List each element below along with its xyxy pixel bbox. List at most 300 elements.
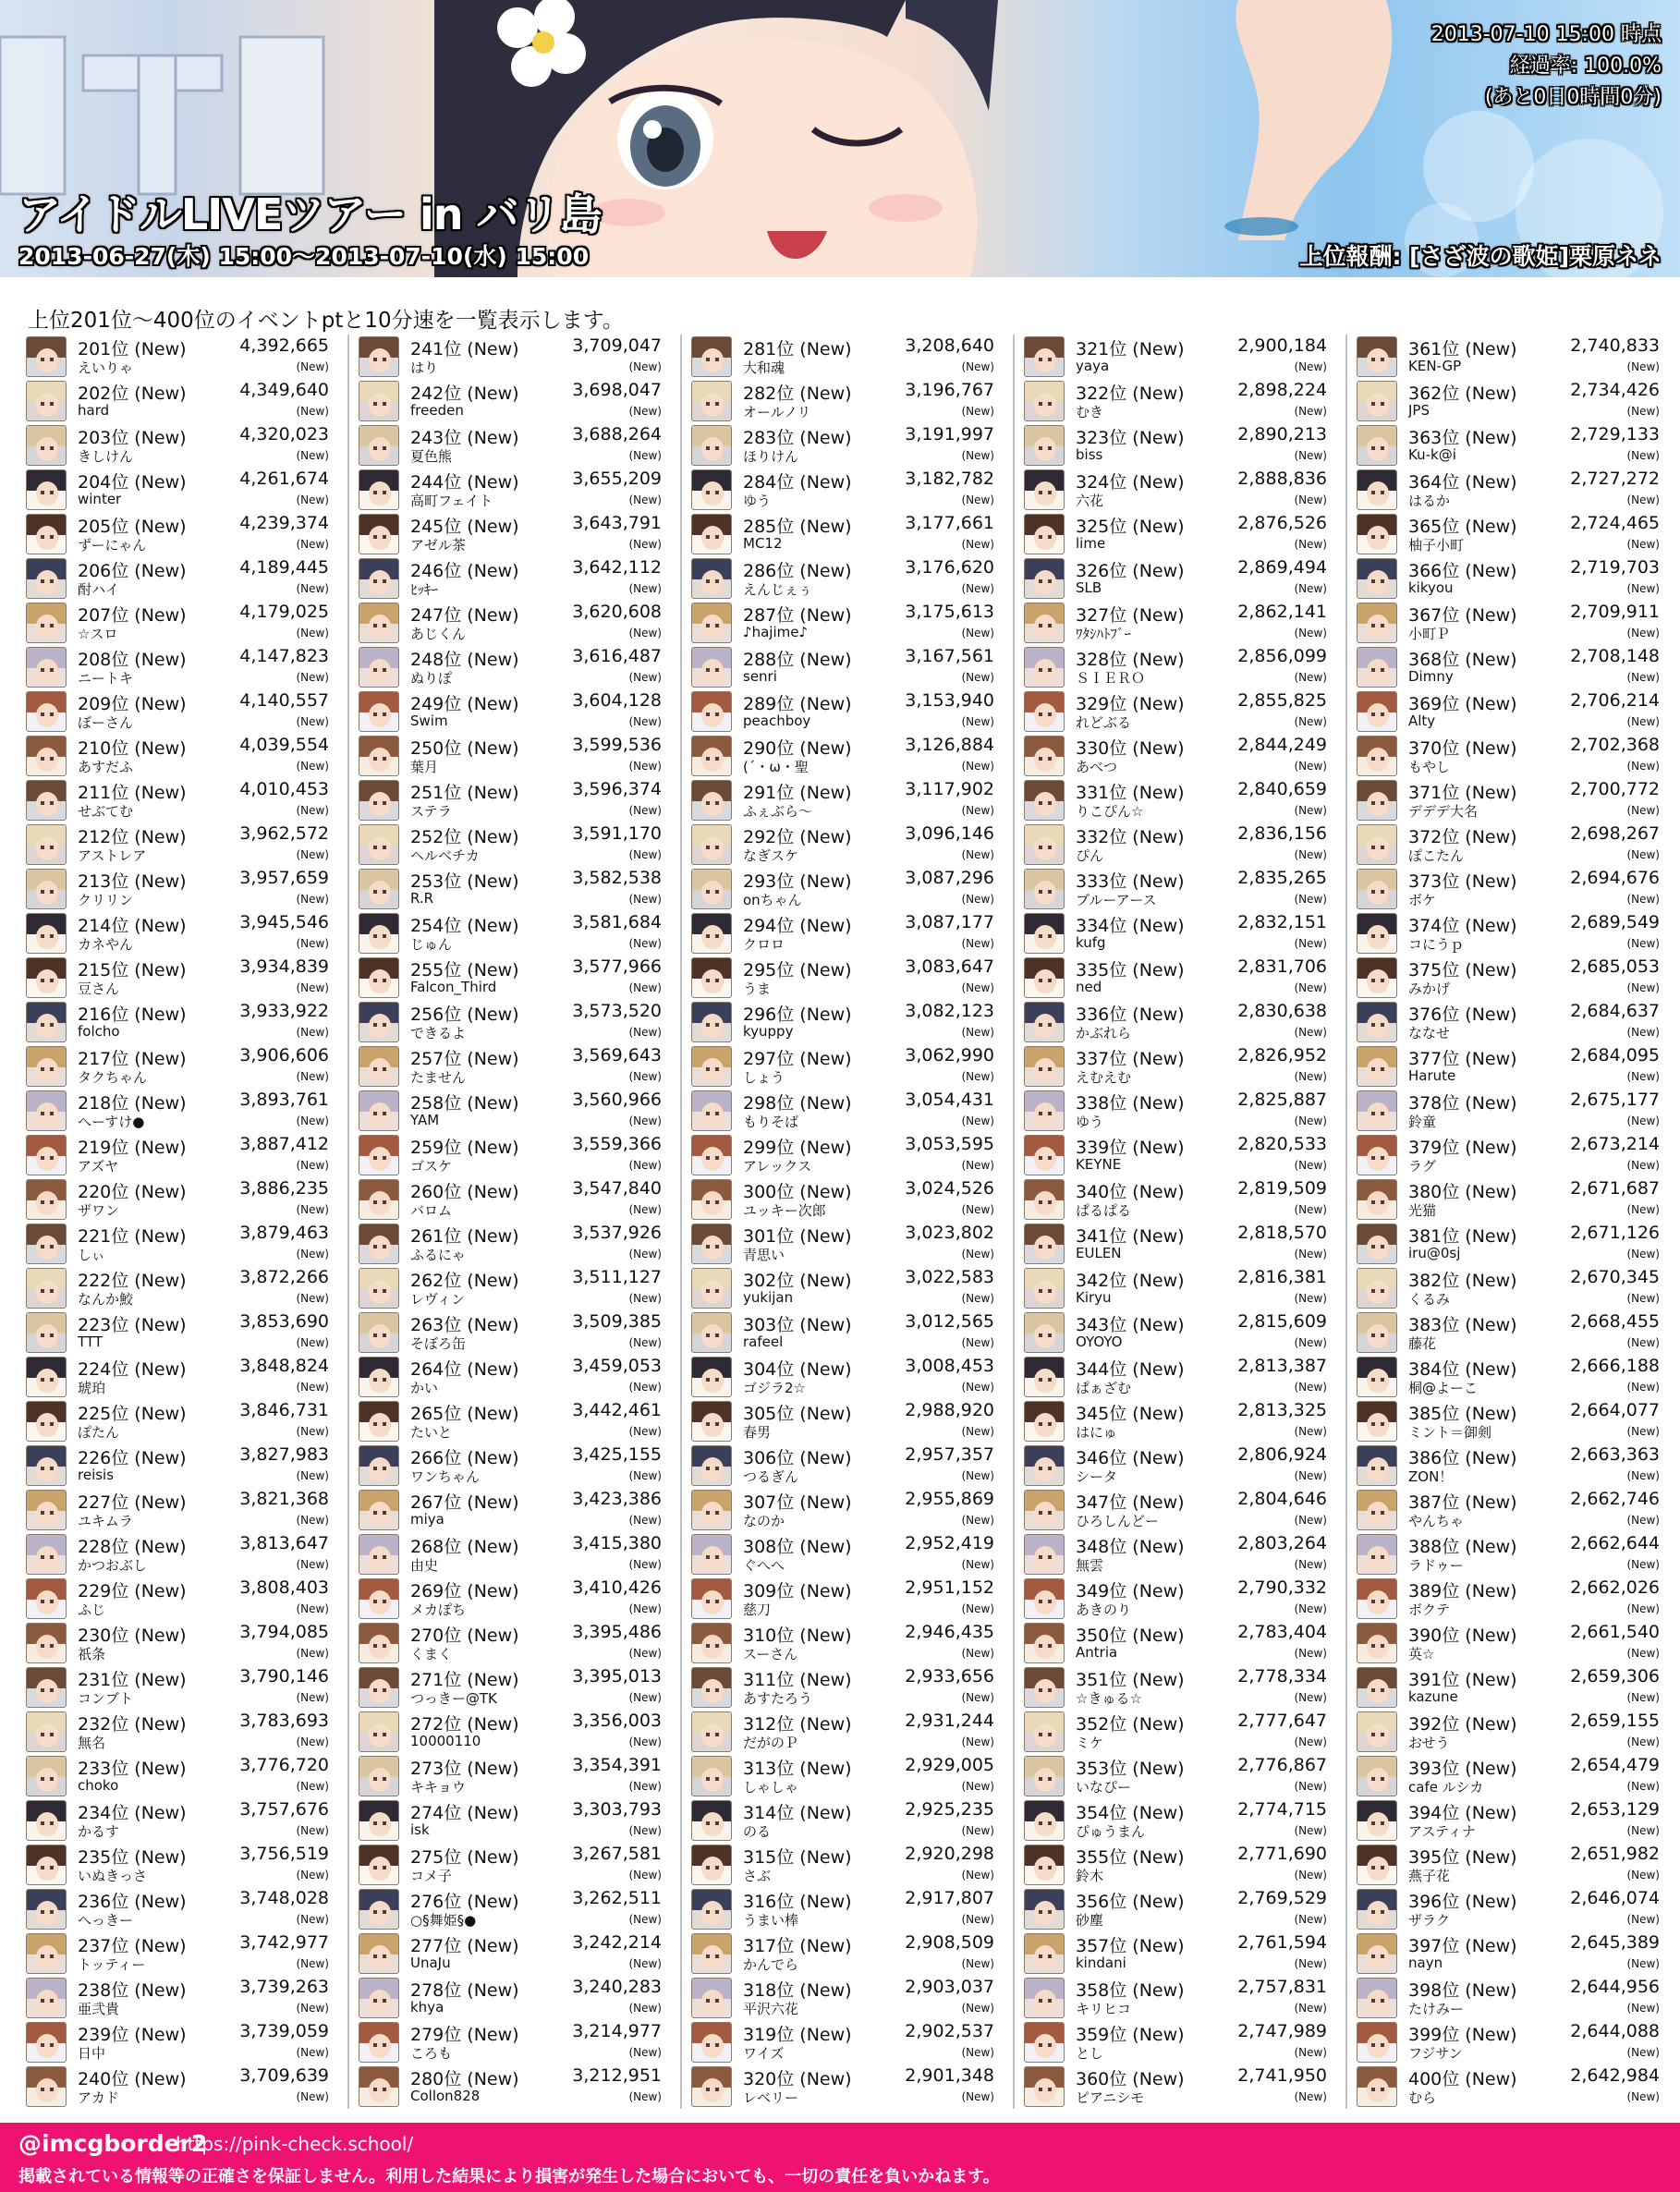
ten-minute-speed: (New)	[296, 360, 329, 373]
event-points: 4,189,445	[239, 557, 329, 578]
event-points: 2,925,235	[905, 1799, 994, 1820]
player-name: はにゅ	[1076, 1424, 1117, 1441]
ten-minute-speed: (New)	[1626, 1248, 1660, 1260]
ten-minute-speed: (New)	[1626, 627, 1660, 639]
idol-card-icon	[1357, 1090, 1397, 1131]
rank-label: 309位 (New)	[743, 1581, 852, 1601]
ranking-entry	[359, 1399, 665, 1443]
player-name: 日中	[78, 2045, 106, 2062]
ten-minute-speed: (New)	[628, 893, 662, 906]
player-name: アレックス	[743, 1158, 812, 1175]
event-points: 2,666,188	[1570, 1356, 1660, 1376]
idol-card-icon	[359, 558, 399, 599]
rank-label: 354位 (New)	[1076, 1803, 1185, 1823]
idol-card-icon	[1357, 1534, 1397, 1575]
rank-label: 311位 (New)	[743, 1670, 852, 1690]
ranking-entry	[26, 1222, 333, 1266]
ranking-entry	[691, 1665, 998, 1710]
rank-label: 291位 (New)	[743, 783, 852, 803]
ranking-entry	[26, 734, 333, 778]
ranking-entry	[1357, 1887, 1663, 1931]
idol-card-icon	[1357, 1445, 1397, 1486]
event-points: 2,769,529	[1237, 1888, 1327, 1908]
player-name: 葉月	[410, 759, 439, 775]
event-points: 2,644,956	[1570, 1977, 1660, 1997]
player-name: Swim	[410, 712, 448, 729]
event-points: 3,886,235	[239, 1178, 329, 1199]
event-points: 3,087,296	[905, 868, 994, 888]
ranking-entry	[691, 1310, 998, 1355]
ranking-entry	[359, 1355, 665, 1399]
rank-label: 352位 (New)	[1076, 1714, 1185, 1735]
event-points: 3,620,608	[572, 602, 662, 622]
idol-card-icon	[26, 1490, 67, 1530]
ten-minute-speed: (New)	[296, 1647, 329, 1660]
event-points: 2,804,646	[1237, 1489, 1327, 1509]
rank-label: 353位 (New)	[1076, 1759, 1185, 1779]
player-name: khya	[410, 1999, 444, 2015]
ten-minute-speed: (New)	[628, 2090, 662, 2103]
event-points: 2,951,152	[905, 1577, 994, 1598]
rank-label: 394位 (New)	[1408, 1803, 1517, 1823]
event-points: 3,126,884	[905, 735, 994, 755]
player-name: デデデ大名	[1408, 803, 1479, 820]
rank-label: 374位 (New)	[1408, 916, 1517, 936]
rank-label: 250位 (New)	[410, 738, 519, 759]
player-name: choko	[78, 1777, 119, 1794]
player-name: ラドゥー	[1408, 1557, 1464, 1574]
ranking-entry	[359, 1710, 665, 1754]
ranking-entry	[691, 822, 998, 867]
ten-minute-speed: (New)	[296, 1957, 329, 1970]
ten-minute-speed: (New)	[961, 2046, 994, 2059]
ranking-entry	[691, 2064, 998, 2109]
event-points: 2,831,706	[1237, 956, 1327, 977]
rank-label: 271位 (New)	[410, 1670, 519, 1690]
event-points: 2,840,659	[1237, 779, 1327, 799]
ranking-entry	[359, 601, 665, 645]
event-points: 3,054,431	[905, 1090, 994, 1110]
event-points: 3,356,003	[572, 1711, 662, 1731]
event-points: 2,642,984	[1570, 2065, 1660, 2086]
event-points: 2,668,455	[1570, 1311, 1660, 1332]
idol-card-icon	[691, 1224, 732, 1264]
ten-minute-speed: (New)	[296, 981, 329, 994]
idol-card-icon	[26, 1978, 67, 2018]
rank-label: 242位 (New)	[410, 384, 519, 404]
idol-card-icon	[1357, 1756, 1397, 1796]
ten-minute-speed: (New)	[1626, 360, 1660, 373]
event-points: 2,946,435	[905, 1622, 994, 1642]
ten-minute-speed: (New)	[296, 1026, 329, 1039]
ranking-entry	[691, 689, 998, 734]
ranking-entry	[691, 468, 998, 512]
player-name: あすたろう	[743, 1690, 813, 1707]
ranking-entry	[359, 1089, 665, 1133]
idol-card-icon	[1024, 957, 1065, 998]
rank-label: 340位 (New)	[1076, 1182, 1185, 1202]
event-points: 2,663,363	[1570, 1444, 1660, 1465]
player-name: しょう	[743, 1069, 785, 1086]
rank-label: 226位 (New)	[78, 1448, 187, 1468]
rank-label: 293位 (New)	[743, 871, 852, 892]
ranking-entry	[1357, 1843, 1663, 1887]
ranking-entry	[1357, 335, 1663, 379]
rank-label: 384位 (New)	[1408, 1359, 1517, 1380]
idol-card-icon	[26, 1845, 67, 1885]
event-points: 2,671,687	[1570, 1178, 1660, 1199]
event-points: 2,700,772	[1570, 779, 1660, 799]
ranking-entry	[359, 867, 665, 911]
rank-label: 369位 (New)	[1408, 694, 1517, 714]
ten-minute-speed: (New)	[961, 1336, 994, 1349]
ten-minute-speed: (New)	[1294, 1159, 1327, 1172]
player-name: レヴィン	[410, 1291, 466, 1308]
player-name: ラグ	[1408, 1158, 1437, 1175]
rank-label: 202位 (New)	[78, 384, 187, 404]
ten-minute-speed: (New)	[628, 1070, 662, 1083]
ten-minute-speed: (New)	[1626, 1114, 1660, 1127]
player-name: ななせ	[1408, 1025, 1451, 1041]
idol-card-icon	[1357, 1623, 1397, 1663]
player-name: lime	[1076, 535, 1106, 552]
ranking-entry	[1357, 1177, 1663, 1222]
rank-label: 383位 (New)	[1408, 1315, 1517, 1335]
player-name: kyuppy	[743, 1023, 794, 1040]
rank-label: 342位 (New)	[1076, 1271, 1185, 1291]
event-points: 3,547,840	[572, 1178, 662, 1199]
ten-minute-speed: (New)	[1294, 1425, 1327, 1438]
event-points: 2,920,298	[905, 1844, 994, 1864]
rank-label: 230位 (New)	[78, 1626, 187, 1646]
rank-label: 302位 (New)	[743, 1271, 852, 1291]
ten-minute-speed: (New)	[961, 627, 994, 639]
event-points: 3,560,966	[572, 1090, 662, 1110]
event-points: 2,729,133	[1570, 424, 1660, 444]
ten-minute-speed: (New)	[628, 1558, 662, 1571]
ranking-column	[691, 335, 998, 2109]
ten-minute-speed: (New)	[1626, 1381, 1660, 1394]
ranking-entry	[26, 1355, 333, 1399]
ten-minute-speed: (New)	[296, 1824, 329, 1837]
ten-minute-speed: (New)	[1294, 1869, 1327, 1881]
player-name: ぬりぽ	[410, 670, 453, 687]
idol-card-icon	[691, 381, 732, 421]
event-points: 2,671,126	[1570, 1223, 1660, 1243]
ranking-entry	[691, 379, 998, 423]
idol-card-icon	[1357, 1135, 1397, 1175]
ten-minute-speed: (New)	[1294, 1070, 1327, 1083]
player-name: isk	[410, 1821, 430, 1838]
idol-card-icon	[26, 1046, 67, 1087]
idol-card-icon	[1357, 691, 1397, 732]
idol-card-icon	[359, 824, 399, 865]
rank-label: 385位 (New)	[1408, 1404, 1517, 1424]
idol-card-icon	[359, 469, 399, 510]
event-points: 2,694,676	[1570, 868, 1660, 888]
idol-card-icon	[1024, 558, 1065, 599]
rank-label: 259位 (New)	[410, 1138, 519, 1158]
idol-card-icon	[359, 1800, 399, 1841]
ten-minute-speed: (New)	[1294, 715, 1327, 728]
idol-card-icon	[26, 1623, 67, 1663]
ten-minute-speed: (New)	[628, 760, 662, 773]
ranking-entry	[1024, 1710, 1331, 1754]
event-points: 3,739,059	[239, 2021, 329, 2041]
idol-card-icon	[26, 1224, 67, 1264]
idol-card-icon	[359, 1889, 399, 1930]
event-points: 3,214,977	[572, 2021, 662, 2041]
player-name: yukijan	[743, 1289, 794, 1306]
rank-label: 388位 (New)	[1408, 1537, 1517, 1557]
rank-label: 368位 (New)	[1408, 650, 1517, 670]
ranking-entry	[691, 1532, 998, 1577]
ten-minute-speed: (New)	[961, 1913, 994, 1926]
idol-card-icon	[1357, 869, 1397, 909]
rank-label: 221位 (New)	[78, 1226, 187, 1247]
event-points: 3,509,385	[572, 1311, 662, 1332]
event-points: 2,659,155	[1570, 1711, 1660, 1731]
idol-card-icon	[691, 1756, 732, 1796]
player-name: ぴん	[1076, 847, 1104, 864]
ten-minute-speed: (New)	[961, 360, 994, 373]
rank-label: 341位 (New)	[1076, 1226, 1185, 1247]
ranking-entry	[691, 1000, 998, 1044]
rank-label: 327位 (New)	[1076, 605, 1185, 626]
event-points: 2,719,703	[1570, 557, 1660, 578]
player-name: えいりゃ	[78, 359, 134, 376]
event-points: 2,740,833	[1570, 335, 1660, 356]
ranking-entry	[1357, 1621, 1663, 1665]
ten-minute-speed: (New)	[961, 582, 994, 595]
rank-label: 390位 (New)	[1408, 1626, 1517, 1646]
player-name: ザラク	[1408, 1912, 1451, 1929]
ranking-entry	[26, 911, 333, 956]
ranking-entry	[26, 645, 333, 689]
rank-label: 362位 (New)	[1408, 384, 1517, 404]
rank-label: 214位 (New)	[78, 916, 187, 936]
ranking-entry	[691, 645, 998, 689]
ranking-entry	[1024, 956, 1331, 1000]
ten-minute-speed: (New)	[1626, 848, 1660, 861]
rank-label: 249位 (New)	[410, 694, 519, 714]
rank-label: 335位 (New)	[1076, 960, 1185, 980]
rank-label: 264位 (New)	[410, 1359, 519, 1380]
twitter-handle-link[interactable]: @imcgborder2	[18, 2130, 208, 2157]
ten-minute-speed: (New)	[628, 1514, 662, 1527]
event-period: 2013-06-27(木) 15:00～2013-07-10(水) 15:00	[18, 243, 590, 270]
ten-minute-speed: (New)	[1294, 1248, 1327, 1260]
ten-minute-speed: (New)	[961, 1292, 994, 1305]
event-points: 4,392,665	[239, 335, 329, 356]
ten-minute-speed: (New)	[961, 981, 994, 994]
event-points: 2,844,249	[1237, 735, 1327, 755]
ten-minute-speed: (New)	[296, 893, 329, 906]
event-points: 2,903,037	[905, 1977, 994, 1997]
idol-card-icon	[359, 1534, 399, 1575]
ranking-entry	[1357, 1222, 1663, 1266]
event-points: 3,182,782	[905, 469, 994, 489]
ten-minute-speed: (New)	[1626, 893, 1660, 906]
idol-card-icon	[691, 1800, 732, 1841]
elapsed-rate-label: 経過率: 100.0%	[1509, 55, 1662, 78]
player-name: UnaJu	[410, 1955, 451, 1971]
player-name: ふじ	[78, 1601, 106, 1618]
event-points: 2,898,224	[1237, 380, 1327, 400]
idol-card-icon	[359, 1978, 399, 2018]
rank-label: 256位 (New)	[410, 1005, 519, 1025]
idol-card-icon	[691, 1490, 732, 1530]
event-points: 4,239,374	[239, 513, 329, 533]
event-points: 3,577,966	[572, 956, 662, 977]
rank-label: 315位 (New)	[743, 1847, 852, 1868]
idol-card-icon	[691, 1578, 732, 1619]
idol-card-icon	[26, 957, 67, 998]
rank-label: 380位 (New)	[1408, 1182, 1517, 1202]
rank-label: 392位 (New)	[1408, 1714, 1517, 1735]
rank-label: 274位 (New)	[410, 1803, 519, 1823]
event-points: 3,395,013	[572, 1666, 662, 1687]
ten-minute-speed: (New)	[1294, 1957, 1327, 1970]
ranking-entry	[1024, 1532, 1331, 1577]
ranking-entry	[26, 822, 333, 867]
event-points: 3,423,386	[572, 1489, 662, 1509]
event-points: 2,876,526	[1237, 513, 1327, 533]
idol-card-icon	[359, 514, 399, 554]
rank-label: 319位 (New)	[743, 2025, 852, 2045]
player-name: ボケ	[1408, 892, 1437, 908]
player-name: ぽたん	[78, 1424, 120, 1441]
idol-card-icon	[1024, 913, 1065, 954]
idol-card-icon	[691, 913, 732, 954]
event-points: 3,591,170	[572, 823, 662, 844]
event-points: 3,442,461	[572, 1400, 662, 1420]
ranking-entry	[26, 1754, 333, 1798]
player-name: アゼル茶	[410, 537, 466, 554]
player-name: TTT	[78, 1333, 103, 1350]
rank-label: 289位 (New)	[743, 694, 852, 714]
idol-card-icon	[1357, 1357, 1397, 1397]
player-name: つっきー@TK	[410, 1690, 497, 1707]
event-points: 3,053,595	[905, 1134, 994, 1154]
column-divider	[1013, 335, 1015, 2109]
ranking-entry	[26, 1710, 333, 1754]
idol-card-icon	[1024, 1312, 1065, 1353]
ten-minute-speed: (New)	[961, 1957, 994, 1970]
ten-minute-speed: (New)	[1294, 1735, 1327, 1748]
rank-label: 297位 (New)	[743, 1049, 852, 1069]
idol-card-icon	[26, 824, 67, 865]
idol-card-icon	[1024, 514, 1065, 554]
ten-minute-speed: (New)	[1294, 405, 1327, 418]
rank-label: 233位 (New)	[78, 1759, 187, 1779]
ranking-entry	[1024, 1621, 1331, 1665]
ranking-entry	[26, 1931, 333, 1976]
ranking-entry	[691, 1887, 998, 1931]
ranking-entry	[691, 1222, 998, 1266]
ranking-entry	[359, 1266, 665, 1310]
ranking-entry	[1357, 645, 1663, 689]
ten-minute-speed: (New)	[961, 1735, 994, 1748]
rank-label: 308位 (New)	[743, 1537, 852, 1557]
event-points: 2,952,419	[905, 1533, 994, 1553]
rank-label: 222位 (New)	[78, 1271, 187, 1291]
player-name: Falcon_Third	[410, 979, 497, 995]
idol-card-icon	[26, 780, 67, 821]
idol-card-icon	[1024, 1090, 1065, 1131]
rank-label: 266位 (New)	[410, 1448, 519, 1468]
ranking-entry	[26, 689, 333, 734]
site-url-link[interactable]: https://pink-check.school/	[176, 2133, 414, 2155]
ten-minute-speed: (New)	[1626, 1514, 1660, 1527]
idol-card-icon	[691, 736, 732, 776]
ranking-entry	[1024, 556, 1331, 601]
ranking-entry	[1357, 778, 1663, 822]
event-points: 3,742,977	[239, 1932, 329, 1953]
rank-label: 301位 (New)	[743, 1226, 852, 1247]
rank-label: 270位 (New)	[410, 1626, 519, 1646]
idol-card-icon	[1357, 603, 1397, 643]
event-points: 3,604,128	[572, 690, 662, 711]
idol-card-icon	[1024, 1002, 1065, 1042]
ten-minute-speed: (New)	[1626, 449, 1660, 462]
rank-label: 251位 (New)	[410, 783, 519, 803]
player-name: ZON！	[1408, 1468, 1454, 1485]
ranking-entry	[1357, 1931, 1663, 1976]
idol-card-icon	[1357, 1179, 1397, 1220]
ten-minute-speed: (New)	[961, 2090, 994, 2103]
idol-card-icon	[359, 1756, 399, 1796]
rank-label: 215位 (New)	[78, 960, 187, 980]
player-name: winter	[78, 491, 122, 507]
event-points: 3,853,690	[239, 1311, 329, 1332]
event-points: 3,023,802	[905, 1223, 994, 1243]
rank-label: 211位 (New)	[78, 783, 187, 803]
ranking-entry	[1024, 1443, 1331, 1488]
event-points: 2,689,549	[1570, 912, 1660, 932]
ranking-entry	[359, 2064, 665, 2109]
event-points: 2,890,213	[1237, 424, 1327, 444]
ten-minute-speed: (New)	[961, 760, 994, 773]
event-points: 3,062,990	[905, 1045, 994, 1066]
event-points: 3,425,155	[572, 1444, 662, 1465]
idol-card-icon	[359, 425, 399, 466]
idol-card-icon	[1024, 824, 1065, 865]
ten-minute-speed: (New)	[961, 1159, 994, 1172]
rank-label: 359位 (New)	[1076, 2025, 1185, 2045]
ten-minute-speed: (New)	[296, 493, 329, 506]
ten-minute-speed: (New)	[628, 582, 662, 595]
player-name: 春男	[743, 1424, 772, 1441]
rank-label: 255位 (New)	[410, 960, 519, 980]
idol-card-icon	[359, 1490, 399, 1530]
rank-label: 381位 (New)	[1408, 1226, 1517, 1247]
ranking-entry	[26, 1443, 333, 1488]
player-name: 英☆	[1408, 1646, 1435, 1662]
player-name: Collon828	[410, 2088, 481, 2104]
ranking-entry	[691, 556, 998, 601]
rank-label: 217位 (New)	[78, 1049, 187, 1069]
player-name: つるぎん	[743, 1468, 799, 1485]
ten-minute-speed: (New)	[1626, 1647, 1660, 1660]
idol-card-icon	[26, 1445, 67, 1486]
player-name: R.R	[410, 890, 434, 907]
player-name: のる	[743, 1823, 772, 1840]
idol-card-icon	[1024, 1445, 1065, 1486]
ranking-entry	[1357, 2020, 1663, 2064]
player-name: kikyou	[1408, 579, 1454, 596]
ranking-entry	[691, 335, 998, 379]
